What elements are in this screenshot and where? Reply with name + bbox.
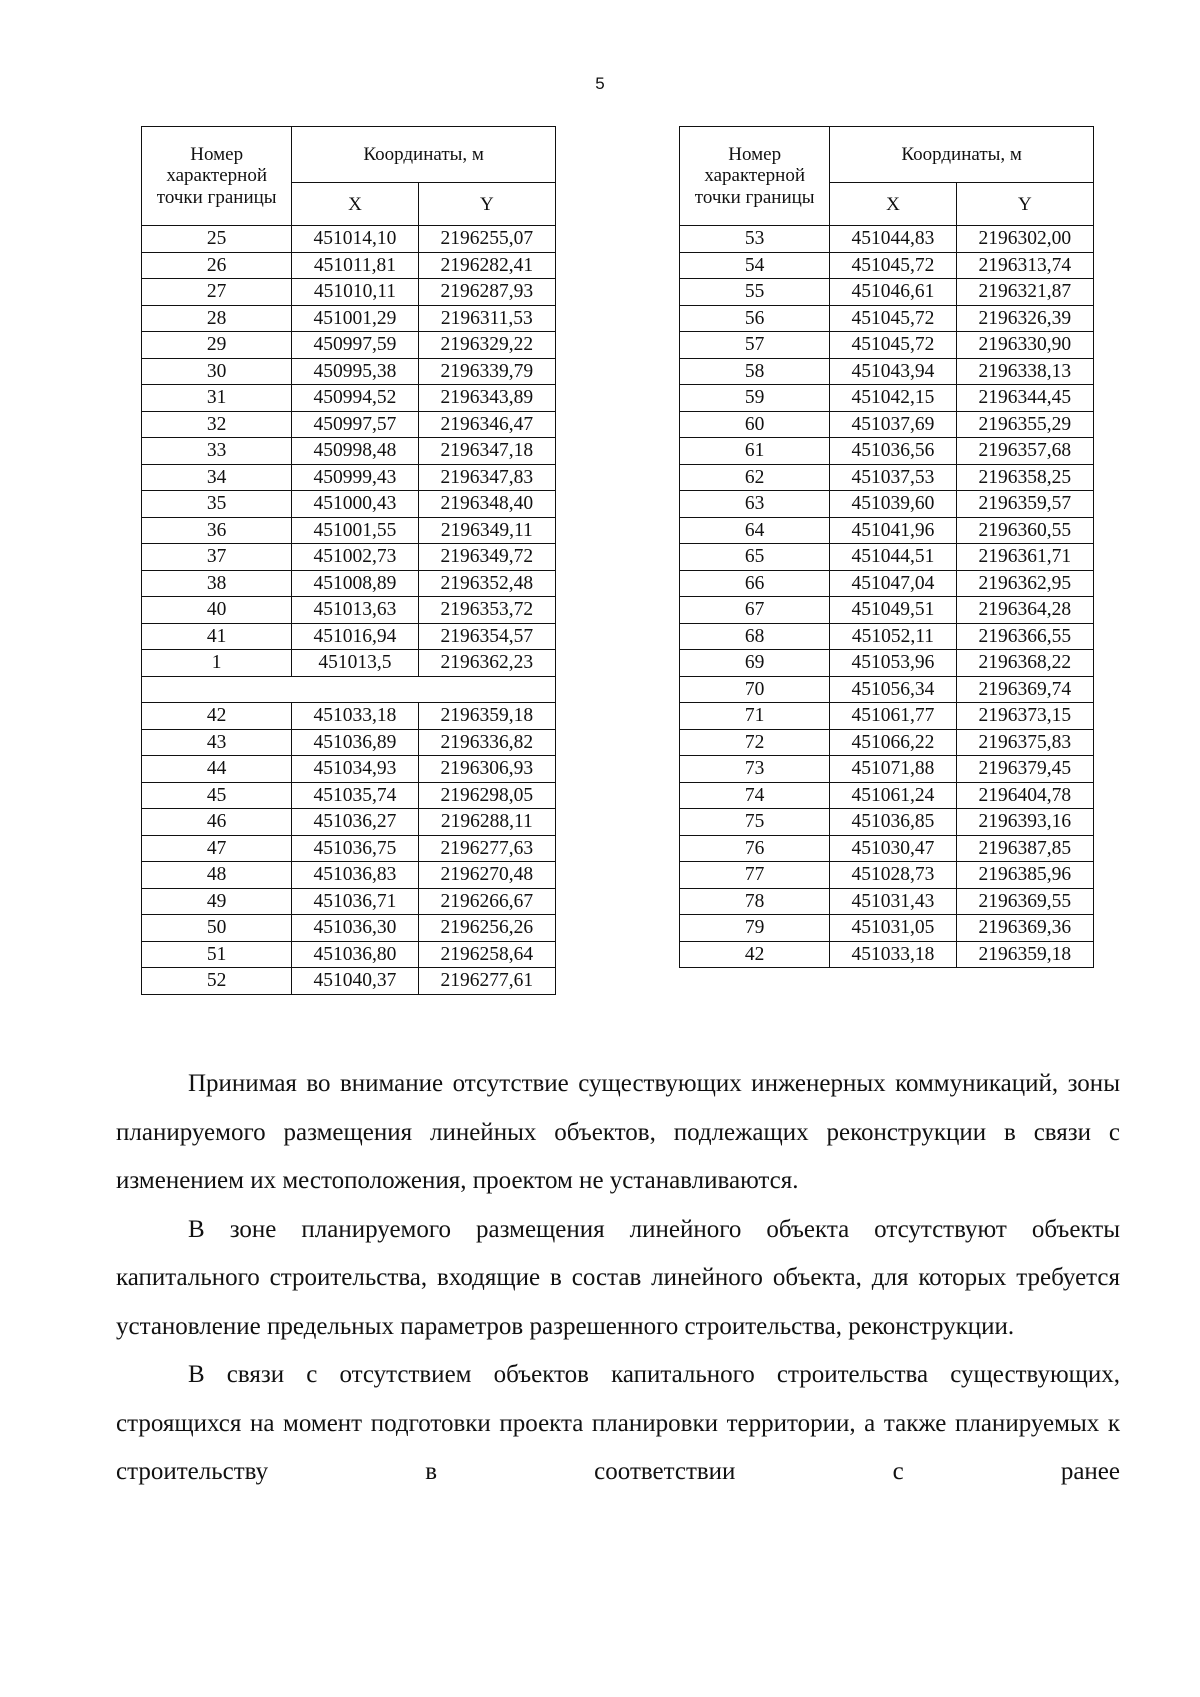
x-coordinate-cell: 451045,72 xyxy=(830,332,956,359)
point-number-cell: 34 xyxy=(142,464,292,491)
coordinates-table-right xyxy=(679,126,1094,968)
table-row xyxy=(680,729,1094,756)
point-number-cell: 71 xyxy=(680,703,830,730)
table-row xyxy=(680,597,1094,624)
y-coordinate-cell: 2196282,41 xyxy=(418,252,555,279)
point-number-cell: 64 xyxy=(680,517,830,544)
table-row xyxy=(680,570,1094,597)
point-number-cell: 42 xyxy=(680,941,830,968)
table-row xyxy=(142,570,556,597)
table-row xyxy=(142,968,556,995)
x-coordinate-cell: 451013,5 xyxy=(292,650,418,677)
table-row xyxy=(680,676,1094,703)
y-coordinate-cell: 2196385,96 xyxy=(956,862,1093,889)
x-coordinate-cell: 451056,34 xyxy=(830,676,956,703)
point-number-cell: 29 xyxy=(142,332,292,359)
table-left-body xyxy=(142,226,556,995)
y-coordinate-cell: 2196361,71 xyxy=(956,544,1093,571)
table-row xyxy=(142,941,556,968)
y-coordinate-cell: 2196375,83 xyxy=(956,729,1093,756)
x-coordinate-cell: 450994,52 xyxy=(292,385,418,412)
y-coordinate-cell: 2196311,53 xyxy=(418,305,555,332)
x-coordinate-cell: 451061,24 xyxy=(830,782,956,809)
point-number-cell: 44 xyxy=(142,756,292,783)
y-coordinate-cell: 2196330,90 xyxy=(956,332,1093,359)
point-number-cell: 33 xyxy=(142,438,292,465)
point-number-cell: 45 xyxy=(142,782,292,809)
y-coordinate-cell: 2196352,48 xyxy=(418,570,555,597)
table-row xyxy=(680,332,1094,359)
x-coordinate-cell: 451001,55 xyxy=(292,517,418,544)
x-coordinate-cell: 451039,60 xyxy=(830,491,956,518)
body-text xyxy=(116,1060,1120,1497)
y-coordinate-cell: 2196255,07 xyxy=(418,226,555,253)
x-coordinate-cell: 451008,89 xyxy=(292,570,418,597)
point-number-cell: 63 xyxy=(680,491,830,518)
point-number-cell: 53 xyxy=(680,226,830,253)
x-coordinate-cell: 451030,47 xyxy=(830,835,956,862)
x-coordinate-cell: 451044,83 xyxy=(830,226,956,253)
x-coordinate-cell: 451066,22 xyxy=(830,729,956,756)
y-coordinate-cell: 2196288,11 xyxy=(418,809,555,836)
y-coordinate-cell: 2196369,55 xyxy=(956,888,1093,915)
y-coordinate-cell: 2196347,18 xyxy=(418,438,555,465)
y-coordinate-cell: 2196369,36 xyxy=(956,915,1093,942)
x-coordinate-cell: 450995,38 xyxy=(292,358,418,385)
paragraph: В зоне планируемого размещения линейного объекта отсутствуют объекты капитального строительства, входящие в состав линейного объекта, для которых требуется установление предельных параметров разрешенного строительства, реконструкции. xyxy=(116,1215,1120,1340)
coordinates-table-left xyxy=(141,126,556,995)
table-row xyxy=(142,517,556,544)
table-row xyxy=(142,226,556,253)
point-number-cell: 40 xyxy=(142,597,292,624)
table-row xyxy=(142,809,556,836)
table-row xyxy=(142,703,556,730)
table-row xyxy=(142,385,556,412)
y-coordinate-cell: 2196306,93 xyxy=(418,756,555,783)
point-number-cell: 46 xyxy=(142,809,292,836)
y-coordinate-cell: 2196349,11 xyxy=(418,517,555,544)
x-coordinate-cell: 451028,73 xyxy=(830,862,956,889)
x-coordinate-cell: 451000,43 xyxy=(292,491,418,518)
table-row xyxy=(680,650,1094,677)
x-coordinate-cell: 451037,69 xyxy=(830,411,956,438)
point-number-cell: 30 xyxy=(142,358,292,385)
table-row xyxy=(142,676,556,703)
y-coordinate-cell: 2196362,95 xyxy=(956,570,1093,597)
x-coordinate-cell: 451014,10 xyxy=(292,226,418,253)
y-coordinate-cell: 2196339,79 xyxy=(418,358,555,385)
x-coordinate-cell: 451047,04 xyxy=(830,570,956,597)
y-coordinate-cell: 2196369,74 xyxy=(956,676,1093,703)
x-coordinate-cell: 451031,05 xyxy=(830,915,956,942)
x-coordinate-cell: 450999,43 xyxy=(292,464,418,491)
table-row xyxy=(142,491,556,518)
x-coordinate-cell: 451036,89 xyxy=(292,729,418,756)
y-coordinate-cell: 2196353,72 xyxy=(418,597,555,624)
y-coordinate-cell: 2196359,18 xyxy=(956,941,1093,968)
x-coordinate-cell: 450997,59 xyxy=(292,332,418,359)
x-coordinate-cell: 451040,37 xyxy=(292,968,418,995)
y-coordinate-cell: 2196362,23 xyxy=(418,650,555,677)
header-coordinates: Координаты, м xyxy=(292,127,556,183)
table-row xyxy=(142,464,556,491)
table-row xyxy=(680,915,1094,942)
table-row xyxy=(680,782,1094,809)
point-number-cell: 77 xyxy=(680,862,830,889)
table-row xyxy=(680,464,1094,491)
point-number-cell: 58 xyxy=(680,358,830,385)
y-coordinate-cell: 2196364,28 xyxy=(956,597,1093,624)
y-coordinate-cell: 2196287,93 xyxy=(418,279,555,306)
point-number-cell: 60 xyxy=(680,411,830,438)
x-coordinate-cell: 451036,56 xyxy=(830,438,956,465)
table-row xyxy=(680,279,1094,306)
y-coordinate-cell: 2196357,68 xyxy=(956,438,1093,465)
point-number-cell: 68 xyxy=(680,623,830,650)
x-coordinate-cell: 451036,85 xyxy=(830,809,956,836)
y-coordinate-cell: 2196336,82 xyxy=(418,729,555,756)
table-row xyxy=(142,862,556,889)
point-number-cell: 56 xyxy=(680,305,830,332)
table-row xyxy=(142,650,556,677)
x-coordinate-cell: 450997,57 xyxy=(292,411,418,438)
point-number-cell: 67 xyxy=(680,597,830,624)
table-row xyxy=(680,623,1094,650)
y-coordinate-cell: 2196355,29 xyxy=(956,411,1093,438)
point-number-cell: 57 xyxy=(680,332,830,359)
x-coordinate-cell: 451016,94 xyxy=(292,623,418,650)
table-row xyxy=(142,597,556,624)
point-number-cell: 50 xyxy=(142,915,292,942)
x-coordinate-cell: 451044,51 xyxy=(830,544,956,571)
y-coordinate-cell: 2196256,26 xyxy=(418,915,555,942)
table-row xyxy=(142,756,556,783)
header-coordinates: Координаты, м xyxy=(830,127,1094,183)
table-row xyxy=(680,358,1094,385)
table-row xyxy=(680,703,1094,730)
x-coordinate-cell: 451049,51 xyxy=(830,597,956,624)
x-coordinate-cell: 451041,96 xyxy=(830,517,956,544)
table-row xyxy=(142,835,556,862)
x-coordinate-cell: 451036,80 xyxy=(292,941,418,968)
table-row xyxy=(142,888,556,915)
y-coordinate-cell: 2196270,48 xyxy=(418,862,555,889)
table-row xyxy=(680,941,1094,968)
y-coordinate-cell: 2196346,47 xyxy=(418,411,555,438)
point-number-cell: 59 xyxy=(680,385,830,412)
table-row xyxy=(142,915,556,942)
y-coordinate-cell: 2196404,78 xyxy=(956,782,1093,809)
y-coordinate-cell: 2196359,57 xyxy=(956,491,1093,518)
point-number-cell: 49 xyxy=(142,888,292,915)
x-coordinate-cell: 451071,88 xyxy=(830,756,956,783)
point-number-cell: 27 xyxy=(142,279,292,306)
x-coordinate-cell: 451036,30 xyxy=(292,915,418,942)
point-number-cell: 38 xyxy=(142,570,292,597)
point-number-cell: 1 xyxy=(142,650,292,677)
table-row xyxy=(142,332,556,359)
point-number-cell: 78 xyxy=(680,888,830,915)
x-coordinate-cell: 451031,43 xyxy=(830,888,956,915)
point-number-cell: 51 xyxy=(142,941,292,968)
y-coordinate-cell: 2196277,63 xyxy=(418,835,555,862)
x-coordinate-cell: 451034,93 xyxy=(292,756,418,783)
y-coordinate-cell: 2196348,40 xyxy=(418,491,555,518)
y-coordinate-cell: 2196302,00 xyxy=(956,226,1093,253)
point-number-cell: 28 xyxy=(142,305,292,332)
point-number-cell: 32 xyxy=(142,411,292,438)
x-coordinate-cell: 451036,27 xyxy=(292,809,418,836)
table-row xyxy=(680,888,1094,915)
header-x: X xyxy=(830,183,956,226)
table-row xyxy=(680,226,1094,253)
y-coordinate-cell: 2196326,39 xyxy=(956,305,1093,332)
x-coordinate-cell: 451035,74 xyxy=(292,782,418,809)
y-coordinate-cell: 2196360,55 xyxy=(956,517,1093,544)
x-coordinate-cell: 451013,63 xyxy=(292,597,418,624)
y-coordinate-cell: 2196358,25 xyxy=(956,464,1093,491)
header-point-number: Номер характерной точки границы xyxy=(680,127,830,226)
table-row xyxy=(142,252,556,279)
y-coordinate-cell: 2196329,22 xyxy=(418,332,555,359)
blank-separator-cell xyxy=(142,676,556,703)
table-row xyxy=(142,544,556,571)
x-coordinate-cell: 451061,77 xyxy=(830,703,956,730)
table-row xyxy=(680,252,1094,279)
header-y: Y xyxy=(956,183,1093,226)
point-number-cell: 79 xyxy=(680,915,830,942)
y-coordinate-cell: 2196338,13 xyxy=(956,358,1093,385)
table-row xyxy=(142,729,556,756)
point-number-cell: 54 xyxy=(680,252,830,279)
y-coordinate-cell: 2196343,89 xyxy=(418,385,555,412)
point-number-cell: 48 xyxy=(142,862,292,889)
y-coordinate-cell: 2196373,15 xyxy=(956,703,1093,730)
x-coordinate-cell: 451046,61 xyxy=(830,279,956,306)
header-y: Y xyxy=(418,183,555,226)
table-row xyxy=(680,438,1094,465)
x-coordinate-cell: 451053,96 xyxy=(830,650,956,677)
x-coordinate-cell: 451037,53 xyxy=(830,464,956,491)
table-row xyxy=(680,809,1094,836)
x-coordinate-cell: 451036,75 xyxy=(292,835,418,862)
x-coordinate-cell: 451001,29 xyxy=(292,305,418,332)
x-coordinate-cell: 451033,18 xyxy=(292,703,418,730)
table-row xyxy=(680,517,1094,544)
table-row xyxy=(680,862,1094,889)
header-point-number: Номер характерной точки границы xyxy=(142,127,292,226)
point-number-cell: 61 xyxy=(680,438,830,465)
point-number-cell: 26 xyxy=(142,252,292,279)
point-number-cell: 69 xyxy=(680,650,830,677)
point-number-cell: 65 xyxy=(680,544,830,571)
y-coordinate-cell: 2196359,18 xyxy=(418,703,555,730)
table-row xyxy=(142,279,556,306)
point-number-cell: 75 xyxy=(680,809,830,836)
table-row xyxy=(680,385,1094,412)
x-coordinate-cell: 450998,48 xyxy=(292,438,418,465)
y-coordinate-cell: 2196366,55 xyxy=(956,623,1093,650)
point-number-cell: 62 xyxy=(680,464,830,491)
table-row xyxy=(680,544,1094,571)
point-number-cell: 35 xyxy=(142,491,292,518)
point-number-cell: 66 xyxy=(680,570,830,597)
point-number-cell: 37 xyxy=(142,544,292,571)
y-coordinate-cell: 2196258,64 xyxy=(418,941,555,968)
y-coordinate-cell: 2196393,16 xyxy=(956,809,1093,836)
table-row xyxy=(680,756,1094,783)
table-row xyxy=(142,438,556,465)
table-right-body xyxy=(680,226,1094,968)
x-coordinate-cell: 451042,15 xyxy=(830,385,956,412)
x-coordinate-cell: 451036,71 xyxy=(292,888,418,915)
x-coordinate-cell: 451045,72 xyxy=(830,252,956,279)
x-coordinate-cell: 451010,11 xyxy=(292,279,418,306)
y-coordinate-cell: 2196277,61 xyxy=(418,968,555,995)
table-row xyxy=(680,835,1094,862)
x-coordinate-cell: 451033,18 xyxy=(830,941,956,968)
paragraph: В связи с отсутствием объектов капитального строительства существующих, строящихся на момент подготовки проекта планировки территории, а также планируемых к строительству в соответствии с ранее xyxy=(116,1361,1120,1485)
table-row xyxy=(680,491,1094,518)
table-row xyxy=(142,782,556,809)
x-coordinate-cell: 451002,73 xyxy=(292,544,418,571)
y-coordinate-cell: 2196354,57 xyxy=(418,623,555,650)
y-coordinate-cell: 2196344,45 xyxy=(956,385,1093,412)
y-coordinate-cell: 2196349,72 xyxy=(418,544,555,571)
y-coordinate-cell: 2196387,85 xyxy=(956,835,1093,862)
page-number: 5 xyxy=(595,74,605,93)
point-number-cell: 36 xyxy=(142,517,292,544)
paragraph: Принимая во внимание отсутствие существующих инженерных коммуникаций, зоны планируемого размещения линейных объектов, подлежащих реконструкции в связи с изменением их местоположения, проектом не устанавливаются. xyxy=(116,1070,1120,1194)
y-coordinate-cell: 2196321,87 xyxy=(956,279,1093,306)
table-row xyxy=(142,305,556,332)
point-number-cell: 47 xyxy=(142,835,292,862)
table-row xyxy=(142,411,556,438)
point-number-cell: 31 xyxy=(142,385,292,412)
table-row xyxy=(680,305,1094,332)
point-number-cell: 25 xyxy=(142,226,292,253)
y-coordinate-cell: 2196298,05 xyxy=(418,782,555,809)
table-row xyxy=(680,411,1094,438)
point-number-cell: 76 xyxy=(680,835,830,862)
point-number-cell: 55 xyxy=(680,279,830,306)
point-number-cell: 74 xyxy=(680,782,830,809)
point-number-cell: 41 xyxy=(142,623,292,650)
table-row xyxy=(142,623,556,650)
y-coordinate-cell: 2196347,83 xyxy=(418,464,555,491)
y-coordinate-cell: 2196379,45 xyxy=(956,756,1093,783)
y-coordinate-cell: 2196266,67 xyxy=(418,888,555,915)
header-x: X xyxy=(292,183,418,226)
y-coordinate-cell: 2196313,74 xyxy=(956,252,1093,279)
point-number-cell: 52 xyxy=(142,968,292,995)
point-number-cell: 42 xyxy=(142,703,292,730)
x-coordinate-cell: 451052,11 xyxy=(830,623,956,650)
point-number-cell: 72 xyxy=(680,729,830,756)
table-row xyxy=(142,358,556,385)
x-coordinate-cell: 451036,83 xyxy=(292,862,418,889)
point-number-cell: 73 xyxy=(680,756,830,783)
point-number-cell: 70 xyxy=(680,676,830,703)
point-number-cell: 43 xyxy=(142,729,292,756)
x-coordinate-cell: 451043,94 xyxy=(830,358,956,385)
y-coordinate-cell: 2196368,22 xyxy=(956,650,1093,677)
x-coordinate-cell: 451011,81 xyxy=(292,252,418,279)
x-coordinate-cell: 451045,72 xyxy=(830,305,956,332)
